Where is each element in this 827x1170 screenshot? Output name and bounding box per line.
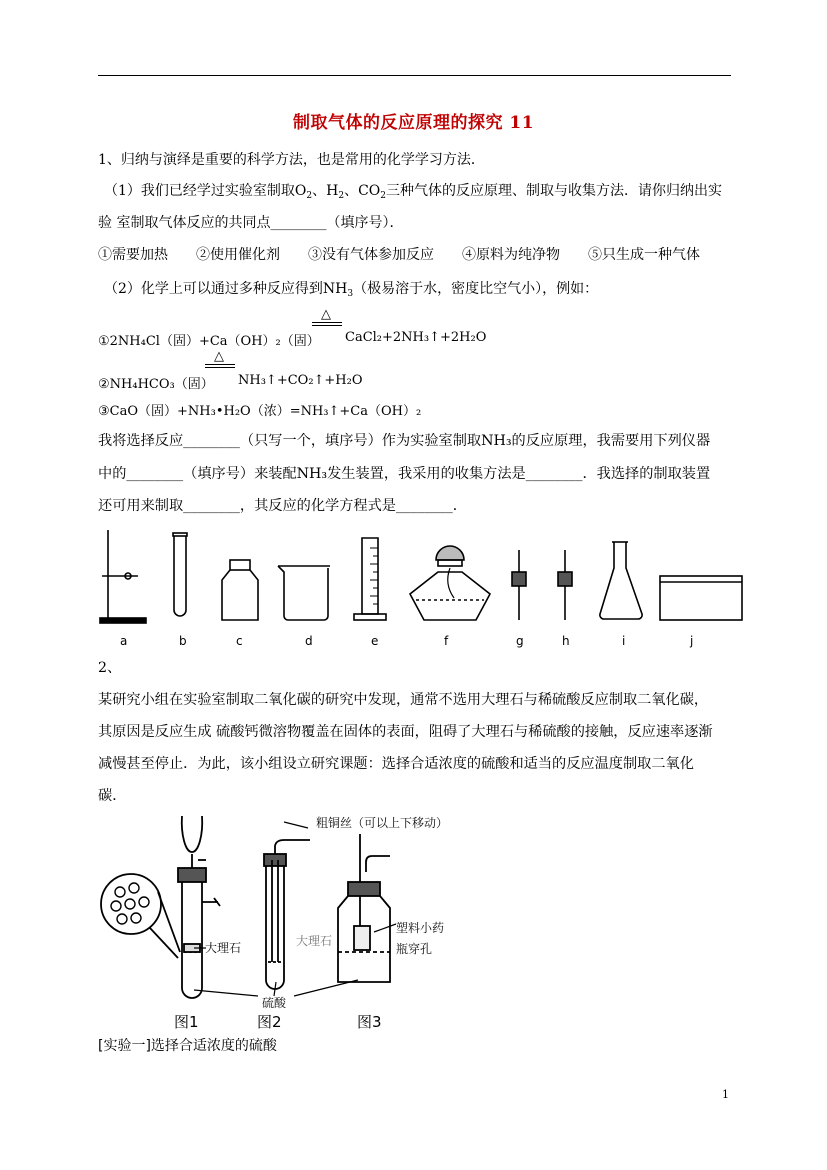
q2-number: 2、 (98, 660, 122, 676)
q1-intro: 1、归纳与演绎是重要的科学方法，也是常用的化学学习方法． (98, 152, 485, 168)
plastic-bottle-label-2: 瓶穿孔 (396, 942, 433, 956)
copper-wire-label: 粗铜丝（可以上下移动） (316, 816, 449, 830)
marble-label-2: 大理石 (296, 934, 333, 948)
apparatus-label-g: g (516, 634, 524, 648)
conical-flask-icon (600, 542, 642, 619)
apparatus-label-j: j (690, 634, 694, 648)
sulfuric-acid-label: 硫酸 (262, 996, 287, 1010)
plastic-bottle-label-1: 塑料小药 (396, 921, 445, 935)
reagent-bottle-icon (222, 560, 258, 620)
apparatus-label-c: c (236, 634, 243, 648)
equation-1-products: CaCl₂+2NH₃↑+2H₂O (345, 330, 487, 345)
apparatus-label-f: f (444, 634, 449, 648)
heat-condition-1: △ (312, 308, 342, 326)
graduated-cylinder-icon (354, 538, 386, 620)
page-title: 制取气体的反应原理的探究 11 (292, 113, 535, 133)
figure-3-caption: 图3 (357, 1013, 382, 1031)
figure-1-caption: 图1 (174, 1013, 199, 1031)
apparatus-label-h: h (562, 634, 570, 648)
apparatus-label-e: e (371, 634, 379, 648)
water-trough-icon (660, 576, 742, 620)
q1-choice-line2: 中的________（填序号）来装配NH₃发生装置，我采用的收集方法是________．我选择的制取装置 (98, 466, 711, 482)
heat-condition-2: △ (205, 350, 235, 368)
header-rule (98, 75, 731, 76)
test-tube-icon (173, 533, 187, 616)
equation-2-products: NH₃↑+CO₂↑+H₂O (238, 373, 363, 388)
experiment-1-heading: [实验一]选择合适浓度的硫酸 (98, 1038, 277, 1054)
marble-label-1: 大理石 (205, 941, 242, 955)
alcohol-lamp-icon (410, 546, 490, 620)
apparatus-label-d: d (305, 634, 313, 648)
iron-stand-icon (100, 530, 146, 623)
stopper-tube-icon-h (558, 550, 572, 620)
beaker-icon (278, 566, 330, 620)
apparatus-label-b: b (179, 634, 187, 648)
equation-3: ③CaO（固）+NH₃•H₂O（浓）=NH₃↑+Ca（OH）₂ (98, 404, 422, 419)
equation-1-reactants: ①2NH₄Cl（固）+Ca（OH）₂（固） (98, 334, 320, 349)
apparatus-label-i: i (622, 634, 626, 648)
perforated-plate-detail-icon (101, 874, 180, 958)
q1-part1-line2: 验 室制取气体反应的共同点________（填序号）． (98, 215, 404, 231)
apparatus-label-a: a (120, 634, 128, 648)
q1-choice-line1: 我将选择反应________（只写一个，填序号）作为实验室制取NH₃的反应原理，我需要用下列仪器 (98, 433, 711, 449)
apparatus-figure (98, 528, 748, 630)
q2-para-line2: 其原因是反应生成 硫酸钙微溶物覆盖在固体的表面，阻碍了大理石与稀硫酸的接触，反应速率逐渐 (98, 724, 713, 740)
figure-2-apparatus (264, 840, 310, 989)
co2-apparatus-figure (98, 812, 478, 1012)
q1-part2-intro: （2）化学上可以通过多种反应得到$NH_3$（极易溶于水，密度比空气小），例如： (104, 281, 599, 299)
q2-para-line1: 某研究小组在实验室制取二氧化碳的研究中发现，通常不选用大理石与稀硫酸反应制取二氧化碳， (98, 692, 709, 708)
q2-para-line3: 减慢甚至停止．为此，该小组设立研究课题：选择合适浓度的硫酸和适当的反应温度制取二氧化 (98, 756, 694, 772)
figure-1-apparatus (178, 812, 220, 998)
q1-part1-line1: （1）我们已经学过实验室制取$O_2$、$H_2$、$CO_2$三种气体的反应原理、制取与收集方法．请你归纳出实 (104, 183, 723, 201)
q1-options: ①需要加热 ②使用催化剂 ③没有气体参加反应 ④原料为纯净物 ⑤只生成一种气体 (98, 247, 700, 263)
equation-2-reactants: ②NH₄HCO₃（固） (98, 377, 214, 392)
q1-choice-line3: 还可用来制取________，其反应的化学方程式是________． (98, 498, 467, 514)
q2-para-line4: 碳． (98, 788, 127, 804)
figure-2-caption: 图2 (257, 1013, 282, 1031)
page-number: 1 (722, 1088, 729, 1101)
stopper-tube-icon-g (512, 550, 526, 620)
figure-3-apparatus (338, 834, 390, 982)
